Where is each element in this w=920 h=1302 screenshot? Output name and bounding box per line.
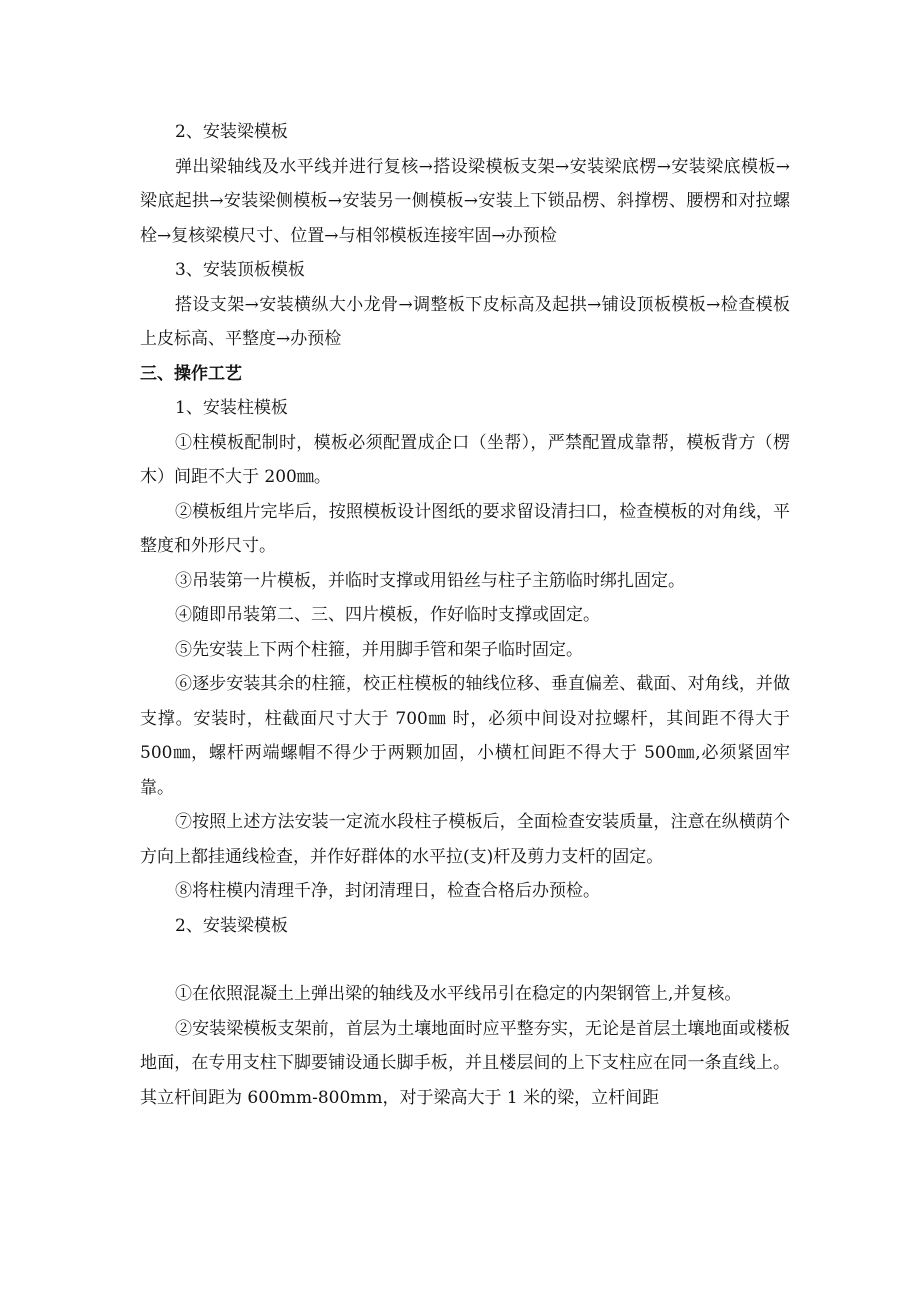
paragraph-column-step-8: ⑧将柱模内清理千净，封闭清理日，检查合格后办预检。 [175, 881, 600, 901]
paragraph-column-step-7: ⑦按照上述方法安装一定流水段柱子模板后，全面检查安装质量，注意在纵横荫个方向上都挂通线检查，并作好群体的水平拉(支)杆及剪力支杆的固定。 [140, 812, 790, 867]
paragraph-beam-step-2: ②安装梁模板支架前，首层为土壤地面时应平整夯实，无论是首层土壤地面或楼板地面，在专用支柱下脚要铺设通长脚手板，并且楼层间的上下支柱应在同一条直线上。其立杆间距为 600mm-800mm，对于梁高大于 1 米的梁，立杆间距 [140, 1018, 790, 1108]
paragraph-column-step-4: ④随即吊装第二、三、四片模板，作好临时支撑或固定。 [175, 605, 600, 625]
document-page [140, 115, 790, 1115]
paragraph-column-step-3: ③吊装第一片模板，并临时支撑或用铅丝与柱子主筋临时绑扎固定。 [175, 570, 685, 591]
paragraph-beam-procedure: 弹出梁轴线及水平线并进行复核→搭设梁模板支架→安装梁底楞→安装梁底模板→梁底起拱→安装梁侧模板→安装另一侧模板→安装上下锁品楞、斜撑楞、腰楞和对拉螺栓→复核梁模尺寸、位置→与相邻模板连接牢固→办预检 [140, 156, 790, 246]
paragraph-column-step-6: ⑥逐步安装其余的柱箍，校正柱模板的轴线位移、垂直偏差、截面、对角线，并做支撑。安装时，柱截面尺寸大于 700㎜ 时，必须中间设对拉螺杆，其间距不得大于 500㎜，螺杆两端螺帽不得少于两颗加固，小横杠间距不得大于 500㎜,必须紧固牢靠。 [140, 674, 790, 798]
paragraph-beam-step-1: ①在依照混凝土上弹出梁的轴线及水平线吊引在稳定的内架钢管上,并复核。 [175, 984, 742, 1004]
subheading-slab-formwork: 3、安装顶板模板 [175, 260, 305, 280]
section-heading-operation-process: 三、操作工艺 [140, 363, 242, 384]
blank-spacer [140, 943, 790, 977]
paragraph-column-step-2: ②模板组片完毕后，按照模板设计图纸的要求留设清扫口，检查模板的对角线，平整度和外形尺寸。 [140, 501, 790, 556]
paragraph-slab-procedure: 搭设支架→安装横纵大小龙骨→调整板下皮标高及起拱→铺设顶板模板→检查模板上皮标高、平整度→办预检 [140, 294, 790, 349]
subheading-column-formwork: 1、安装柱模板 [175, 398, 288, 418]
paragraph-column-step-1: ①柱模板配制时，模板必须配置成企口（坐帮），严禁配置成靠帮，模板背方（楞木）间距不大于 200㎜。 [140, 432, 790, 487]
subheading-beam-formwork-2: 2、安装梁模板 [175, 915, 288, 936]
subheading-beam-formwork: 2、安装梁模板 [175, 122, 288, 142]
paragraph-column-step-5: ⑤先安装上下两个柱箍，并用脚手管和架子临时固定。 [175, 639, 583, 660]
